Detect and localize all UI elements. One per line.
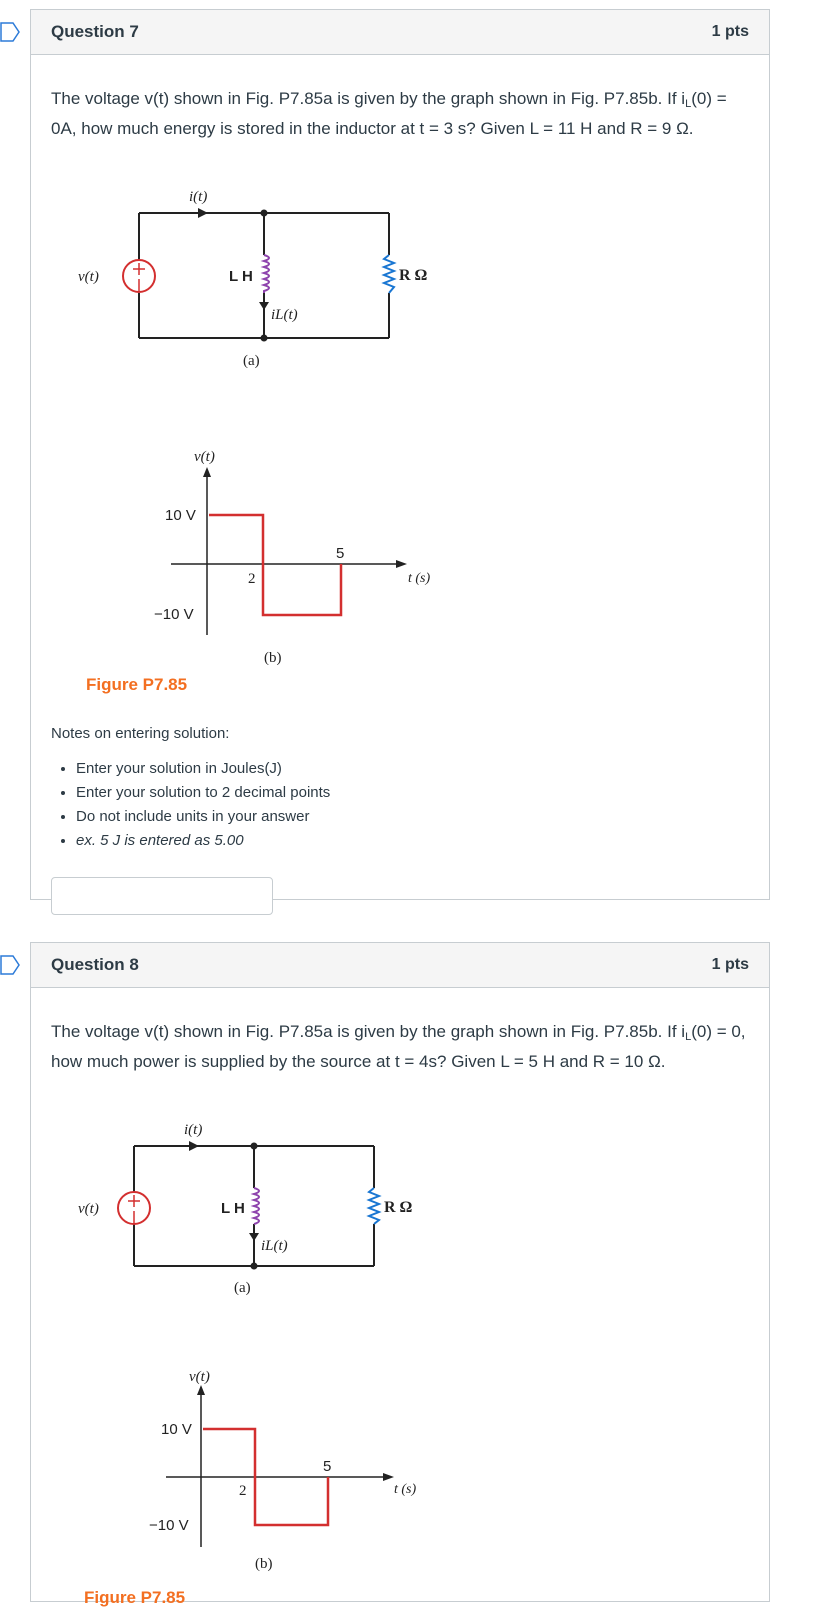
inductor-coil [264,255,269,293]
notes-title: Notes on entering solution: [51,725,230,742]
x-axis-label: t (s) [408,571,431,586]
circuit-sublabel: (a) [243,353,260,369]
graph-sublabel: (b) [264,650,282,665]
prompt-part: (0) = 0, how much power is supplied by the source at t = 4s? Given L = 5 H and R = 10 Ω. [51,1022,746,1071]
y-tick-10v: 10 V [165,507,196,524]
list-item: • Do not include units in your answer [76,805,330,829]
question-title: Question 8 [51,955,139,974]
prompt-part: The voltage v(t) shown in Fig. P7.85a is given by the graph shown in Fig. P7.85b. If i [51,89,686,108]
resistor [384,255,394,293]
graph-sublabel: (b) [255,1556,273,1572]
prompt-part: (0) = 0A, how much energy is stored in the inductor at t = 3 s? Given L = 11 H and R = 9 Ω. [51,89,727,138]
list-item: • Enter your solution to 2 decimal points [76,781,330,805]
waveform-graph [111,385,471,665]
inductor-current-label: iL(t) [261,1238,288,1254]
inductor-current-label: iL(t) [271,307,298,323]
flag-icon[interactable] [0,955,20,975]
current-label: i(t) [184,1122,203,1138]
x-tick-5: 5 [323,1458,332,1475]
inductor-label: L H [221,1200,245,1217]
circuit-sublabel: (a) [234,1280,251,1296]
graph-ylabel: v(t) [194,449,215,465]
inductor-coil [254,1188,259,1224]
x-tick-2: 2 [248,571,256,587]
y-tick-neg10v: −10 V [154,606,194,623]
resistor-label: R Ω [384,1199,413,1216]
answer-input[interactable] [51,877,273,915]
question-text [51,1018,751,1076]
question-text [51,85,751,143]
inductor-label: L H [229,268,253,285]
current-label: i(t) [189,189,208,205]
resistor [369,1188,379,1224]
resistor-label: R Ω [399,267,428,284]
question-card [30,942,770,1607]
y-tick-10v: 10 V [161,1421,192,1438]
notes-list [51,757,330,853]
prompt-subscript: L [685,1031,692,1043]
question-header [31,10,769,55]
x-tick-5: 5 [336,545,345,562]
question-header [31,943,769,988]
question-points: 1 pts [711,956,749,973]
list-item: • ex. 5 J is entered as 5.00 [76,829,330,853]
x-tick-2: 2 [239,1483,247,1499]
waveform-line [209,515,341,615]
figure-caption: Figure P7.85 [86,675,188,694]
prompt-subscript: L [685,98,692,110]
waveform-graph [111,1303,461,1573]
y-tick-neg10v: −10 V [149,1517,189,1534]
voltage-label: v(t) [78,269,99,285]
list-item: • Enter your solution in Joules(J) [76,757,330,781]
circuit-diagram [71,175,471,375]
question-title: Question 7 [51,22,139,41]
flag-icon[interactable] [0,22,20,42]
question-card [30,9,770,900]
graph-ylabel: v(t) [189,1369,210,1385]
voltage-label: v(t) [78,1201,99,1217]
circuit-diagram [71,1108,471,1298]
figure-caption: Figure P7.85 [84,1588,186,1607]
prompt-part: The voltage v(t) shown in Fig. P7.85a is given by the graph shown in Fig. P7.85b. If i [51,1022,686,1041]
question-points: 1 pts [711,23,749,40]
x-axis-label: t (s) [394,1482,417,1497]
